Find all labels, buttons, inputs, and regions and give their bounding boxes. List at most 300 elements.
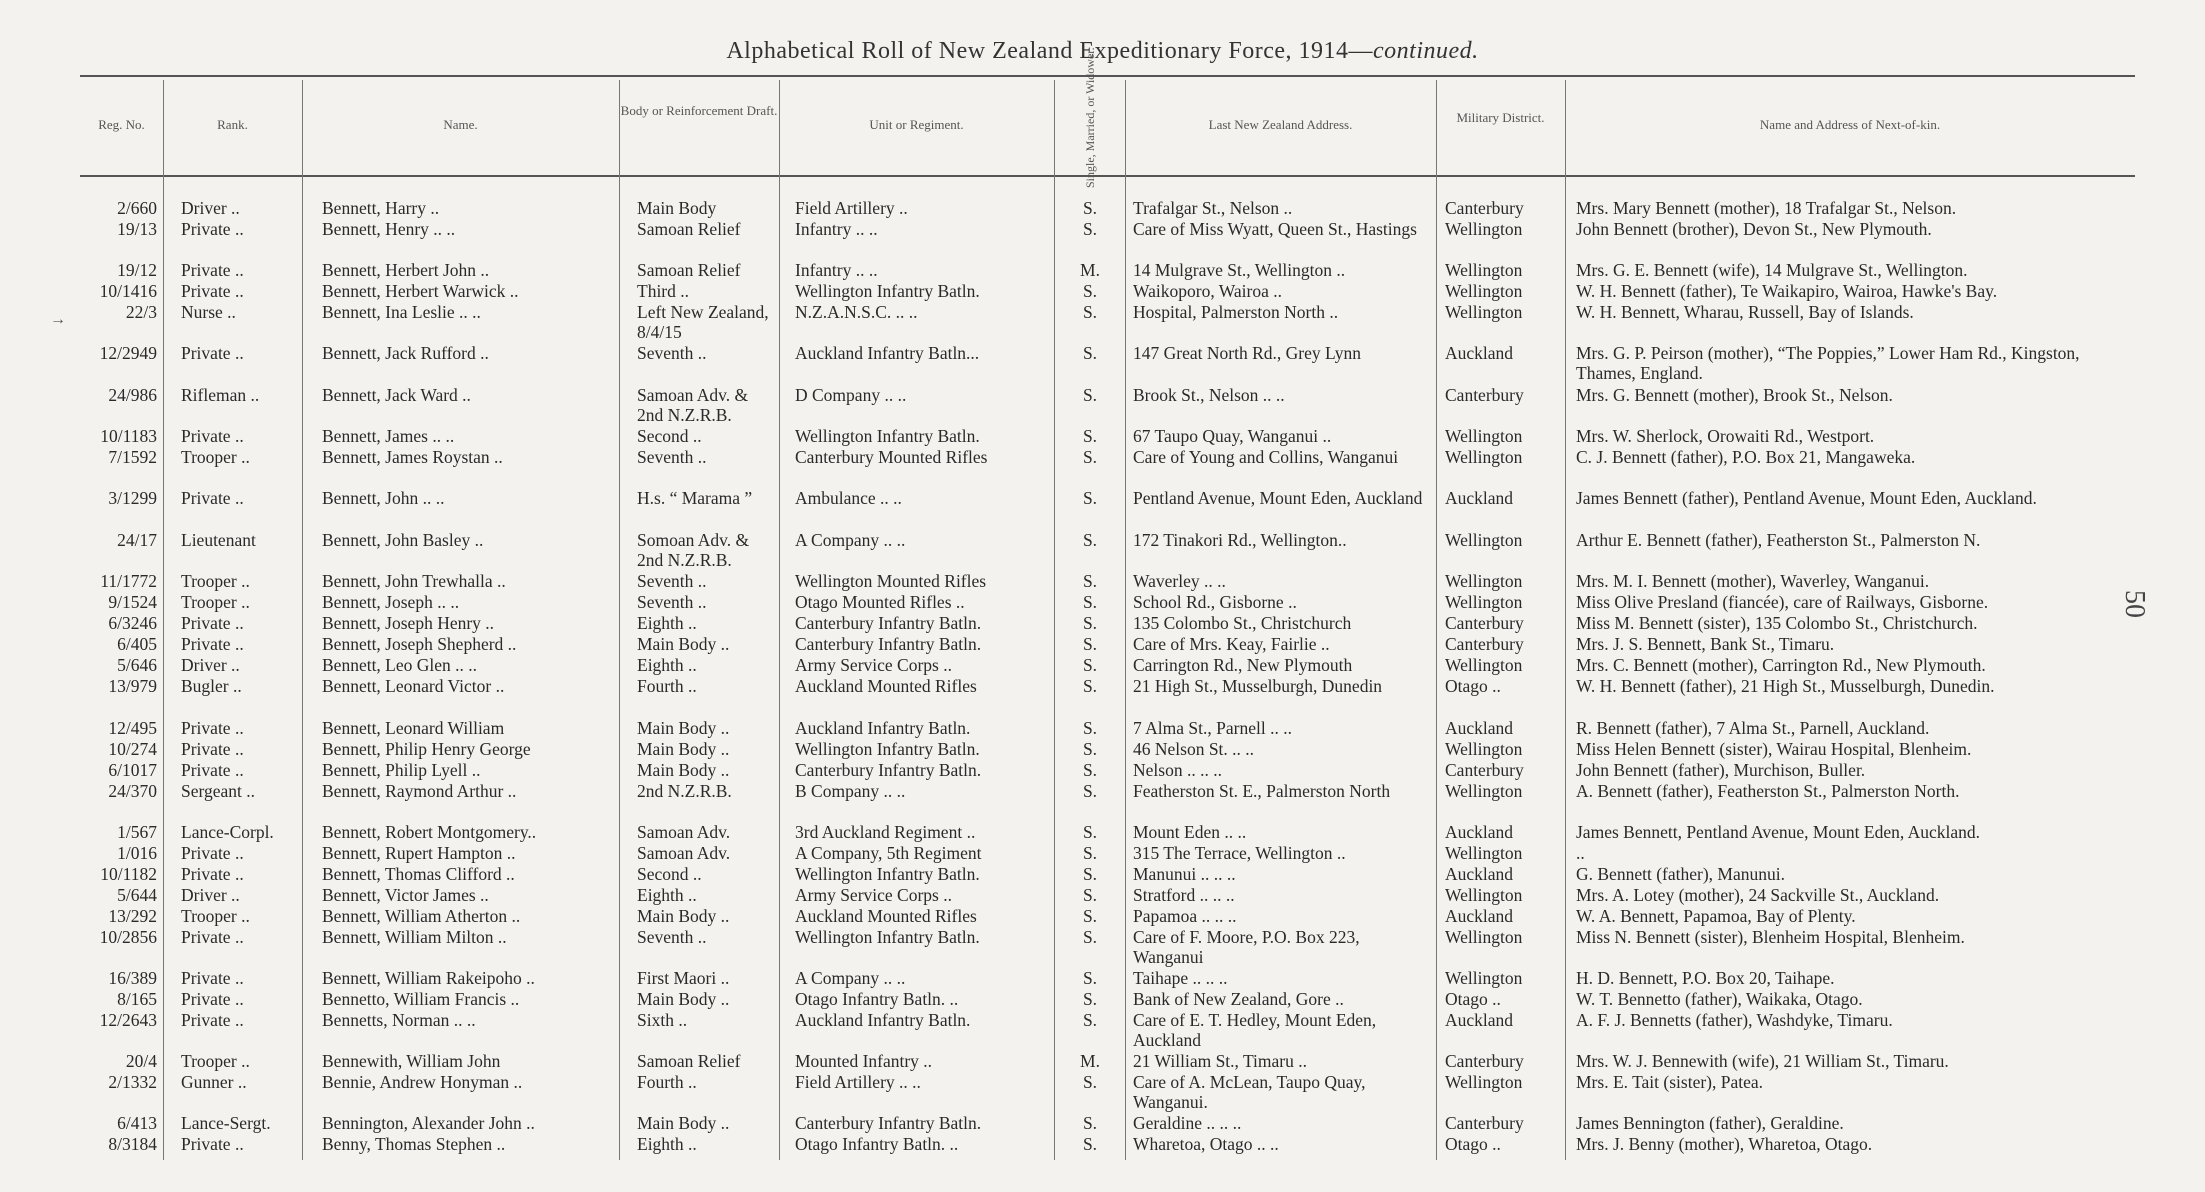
cell-status: S.: [1082, 927, 1098, 947]
cell-rank: Private ..: [181, 1134, 244, 1154]
cell-rank: Private ..: [181, 488, 244, 508]
cell-status: S.: [1082, 989, 1098, 1009]
cell-address: Hospital, Palmerston North ..: [1133, 302, 1339, 322]
cell-kin: James Bennett (father), Pentland Avenue, Mount Eden, Auckland.: [1576, 488, 2037, 508]
cell-name: Bennett, William Milton ..: [322, 927, 507, 947]
cell-draft: Eighth ..: [637, 885, 697, 905]
cell-draft: Somoan Adv. & 2nd N.Z.R.B.: [637, 530, 750, 570]
cell-name: Bennett, Victor James ..: [322, 885, 489, 905]
cell-district: Auckland: [1445, 343, 1514, 363]
cell-status: S.: [1082, 198, 1098, 218]
cell-reg: 19/12: [117, 260, 157, 280]
cell-unit: B Company .. ..: [795, 781, 906, 801]
cell-draft: Third ..: [637, 281, 690, 301]
cell-draft: Seventh ..: [637, 447, 707, 467]
cell-district: Wellington: [1445, 426, 1523, 446]
cell-draft: Seventh ..: [637, 343, 707, 363]
cell-name: Bennett, Philip Henry George: [322, 739, 531, 759]
cell-kin: Miss M. Bennett (sister), 135 Colombo St., Christchurch.: [1576, 613, 1978, 633]
cell-status: S.: [1082, 864, 1098, 884]
cell-unit: Field Artillery .. ..: [795, 1072, 921, 1092]
cell-draft: Left New Zealand, 8/4/15: [637, 302, 769, 342]
cell-district: Wellington: [1445, 655, 1523, 675]
cell-reg: 5/646: [117, 655, 157, 675]
cell-unit: Ambulance .. ..: [795, 488, 902, 508]
cell-unit: Wellington Infantry Batln.: [795, 927, 980, 947]
cell-name: Bennett, Leonard Victor ..: [322, 676, 505, 696]
cell-rank: Private ..: [181, 613, 244, 633]
cell-draft: Eighth ..: [637, 1134, 697, 1154]
cell-reg: 13/979: [108, 676, 157, 696]
cell-kin: James Bennett, Pentland Avenue, Mount Eden, Auckland.: [1576, 822, 1981, 842]
column-divider: [779, 80, 780, 1160]
column-divider: [1054, 80, 1055, 1160]
cell-district: Wellington: [1445, 592, 1523, 612]
cell-district: Otago ..: [1445, 1134, 1501, 1154]
cell-unit: Canterbury Infantry Batln.: [795, 760, 982, 780]
cell-name: Bennett, John Trewhalla ..: [322, 571, 506, 591]
cell-district: Wellington: [1445, 302, 1523, 322]
cell-kin: Mrs. M. I. Bennett (mother), Waverley, Wanganui.: [1576, 571, 1930, 591]
cell-unit: Wellington Infantry Batln.: [795, 864, 980, 884]
cell-address: Care of Miss Wyatt, Queen St., Hastings: [1133, 219, 1417, 239]
cell-unit: Wellington Infantry Batln.: [795, 739, 980, 759]
cell-draft: Main Body ..: [637, 634, 730, 654]
cell-address: Taihape .. .. ..: [1133, 968, 1228, 988]
cell-rank: Gunner ..: [181, 1072, 247, 1092]
header-reg-no: Reg. No.: [98, 117, 145, 132]
cell-kin: Miss Olive Presland (fiancée), care of Railways, Gisborne.: [1576, 592, 1989, 612]
cell-name: Bennett, Robert Montgomery..: [322, 822, 537, 842]
cell-draft: Seventh ..: [637, 592, 707, 612]
cell-unit: Wellington Infantry Batln.: [795, 281, 980, 301]
cell-rank: Private ..: [181, 426, 244, 446]
cell-status: M.: [1080, 1051, 1100, 1071]
column-divider: [1565, 80, 1566, 1160]
cell-reg: 2/660: [117, 198, 157, 218]
cell-name: Bennett, Herbert John ..: [322, 260, 490, 280]
cell-name: Bennett, Harry ..: [322, 198, 440, 218]
cell-draft: Samoan Relief: [637, 260, 741, 280]
cell-status: S.: [1082, 385, 1098, 405]
cell-address: Waikoporo, Wairoa ..: [1133, 281, 1282, 301]
cell-name: Bennett, John .. ..: [322, 488, 445, 508]
cell-reg: 12/495: [108, 718, 157, 738]
cell-kin: Mrs. J. S. Bennett, Bank St., Timaru.: [1576, 634, 1835, 654]
cell-address: 67 Taupo Quay, Wanganui ..: [1133, 426, 1332, 446]
cell-draft: Seventh ..: [637, 571, 707, 591]
cell-unit: A Company .. ..: [795, 968, 906, 988]
cell-rank: Trooper ..: [181, 447, 250, 467]
cell-draft: Main Body ..: [637, 1113, 730, 1133]
cell-rank: Private ..: [181, 843, 244, 863]
cell-address: Mount Eden .. ..: [1133, 822, 1247, 842]
cell-name: Bennett, Leonard William: [322, 718, 505, 738]
cell-status: S.: [1082, 447, 1098, 467]
cell-unit: Auckland Infantry Batln.: [795, 718, 971, 738]
cell-unit: N.Z.A.N.S.C. .. ..: [795, 302, 918, 322]
cell-status: S.: [1082, 1113, 1098, 1133]
margin-arrow: →: [50, 311, 66, 328]
cell-rank: Private ..: [181, 260, 244, 280]
cell-draft: Fourth ..: [637, 1072, 697, 1092]
cell-draft: Second ..: [637, 864, 702, 884]
cell-address: Care of E. T. Hedley, Mount Eden, Auckland: [1133, 1010, 1377, 1050]
cell-draft: Second ..: [637, 426, 702, 446]
cell-name: Bennett, Rupert Hampton ..: [322, 843, 516, 863]
cell-status: S.: [1082, 488, 1098, 508]
cell-name: Bennett, James Roystan ..: [322, 447, 503, 467]
cell-district: Wellington: [1445, 530, 1523, 550]
cell-kin: Miss N. Bennett (sister), Blenheim Hospital, Blenheim.: [1576, 927, 1965, 947]
cell-rank: Private ..: [181, 864, 244, 884]
cell-rank: Trooper ..: [181, 1051, 250, 1071]
cell-name: Bennett, Raymond Arthur ..: [322, 781, 517, 801]
cell-name: Bennetts, Norman .. ..: [322, 1010, 476, 1030]
cell-unit: Canterbury Infantry Batln.: [795, 634, 982, 654]
cell-reg: 12/2643: [99, 1010, 157, 1030]
cell-kin: Mrs. J. Benny (mother), Wharetoa, Otago.: [1576, 1134, 1873, 1154]
cell-kin: W. H. Bennett (father), Te Waikapiro, Wairoa, Hawke's Bay.: [1576, 281, 1998, 301]
cell-district: Wellington: [1445, 219, 1523, 239]
cell-unit: Auckland Mounted Rifles: [795, 676, 977, 696]
cell-unit: Canterbury Infantry Batln.: [795, 1113, 982, 1133]
cell-draft: 2nd N.Z.R.B.: [637, 781, 732, 801]
cell-district: Wellington: [1445, 571, 1523, 591]
cell-name: Bennett, Herbert Warwick ..: [322, 281, 519, 301]
column-divider: [619, 80, 620, 1160]
cell-reg: 6/1017: [108, 760, 157, 780]
cell-rank: Lieutenant: [181, 530, 256, 550]
cell-reg: 8/3184: [108, 1134, 157, 1154]
cell-draft: Main Body ..: [637, 718, 730, 738]
cell-kin: Mrs. A. Lotey (mother), 24 Sackville St., Auckland.: [1576, 885, 1940, 905]
cell-unit: Infantry .. ..: [795, 219, 878, 239]
cell-kin: John Bennett (father), Murchison, Buller.: [1576, 760, 1866, 780]
cell-name: Bennie, Andrew Honyman ..: [322, 1072, 523, 1092]
cell-rank: Sergeant ..: [181, 781, 256, 801]
cell-rank: Private ..: [181, 718, 244, 738]
header-rank: Rank.: [217, 117, 248, 132]
cell-reg: 12/2949: [99, 343, 157, 363]
cell-district: Wellington: [1445, 781, 1523, 801]
cell-unit: Otago Infantry Batln. ..: [795, 1134, 959, 1154]
column-divider: [1125, 80, 1126, 1160]
cell-kin: A. F. J. Bennetts (father), Washdyke, Timaru.: [1576, 1010, 1893, 1030]
cell-name: Bennett, Ina Leslie .. ..: [322, 302, 481, 322]
cell-district: Wellington: [1445, 739, 1523, 759]
cell-reg: 1/567: [117, 822, 157, 842]
cell-address: Waverley .. ..: [1133, 571, 1226, 591]
cell-unit: D Company .. ..: [795, 385, 907, 405]
header-name: Name.: [443, 117, 478, 132]
header-bottom-rule: [80, 175, 2135, 177]
cell-address: Trafalgar St., Nelson ..: [1133, 198, 1293, 218]
cell-district: Canterbury: [1445, 760, 1524, 780]
cell-unit: Auckland Infantry Batln.: [795, 1010, 971, 1030]
cell-reg: 10/1183: [100, 426, 157, 446]
cell-rank: Bugler ..: [181, 676, 242, 696]
cell-address: 21 William St., Timaru ..: [1133, 1051, 1308, 1071]
cell-draft: First Maori ..: [637, 968, 730, 988]
header-status: Single, Married, or Widower.: [1083, 47, 1097, 188]
cell-reg: 20/4: [125, 1051, 157, 1071]
cell-draft: H.s. “ Marama ”: [637, 488, 753, 508]
cell-name: Bennett, Jack Rufford ..: [322, 343, 489, 363]
cell-reg: 24/370: [108, 781, 157, 801]
cell-status: S.: [1082, 1010, 1098, 1030]
cell-district: Otago ..: [1445, 989, 1501, 1009]
cell-status: S.: [1082, 760, 1098, 780]
cell-reg: 2/1332: [108, 1072, 157, 1092]
cell-reg: 1/016: [117, 843, 157, 863]
cell-reg: 13/292: [108, 906, 157, 926]
cell-address: 135 Colombo St., Christchurch: [1133, 613, 1352, 633]
cell-address: 147 Great North Rd., Grey Lynn: [1133, 343, 1361, 363]
cell-draft: Samoan Adv. & 2nd N.Z.R.B.: [637, 385, 749, 425]
cell-reg: 16/389: [108, 968, 157, 988]
cell-address: 14 Mulgrave St., Wellington ..: [1133, 260, 1346, 280]
cell-kin: ..: [1576, 843, 1585, 863]
cell-draft: Main Body ..: [637, 989, 730, 1009]
cell-address: Manunui .. .. ..: [1133, 864, 1236, 884]
cell-district: Canterbury: [1445, 385, 1524, 405]
column-divider: [302, 80, 303, 1160]
cell-rank: Driver ..: [181, 655, 240, 675]
cell-rank: Driver ..: [181, 885, 240, 905]
cell-kin: Arthur E. Bennett (father), Featherston St., Palmerston N.: [1576, 530, 1981, 550]
table-top-rule: [80, 75, 2135, 77]
cell-draft: Eighth ..: [637, 613, 697, 633]
cell-unit: Auckland Infantry Batln...: [795, 343, 980, 363]
cell-status: S.: [1082, 822, 1098, 842]
cell-status: S.: [1082, 1134, 1098, 1154]
cell-district: Wellington: [1445, 968, 1523, 988]
cell-unit: Wellington Infantry Batln.: [795, 426, 980, 446]
cell-kin: Mrs. W. J. Bennewith (wife), 21 William St., Timaru.: [1576, 1051, 1949, 1071]
cell-name: Bennett, Joseph Shepherd ..: [322, 634, 517, 654]
cell-rank: Lance-Sergt.: [181, 1113, 271, 1133]
cell-district: Wellington: [1445, 885, 1523, 905]
cell-status: S.: [1082, 530, 1098, 550]
cell-rank: Trooper ..: [181, 571, 250, 591]
cell-address: 172 Tinakori Rd., Wellington..: [1133, 530, 1347, 550]
cell-name: Bennett, Leo Glen .. ..: [322, 655, 478, 675]
cell-rank: Private ..: [181, 927, 244, 947]
cell-name: Bennett, William Atherton ..: [322, 906, 521, 926]
cell-rank: Driver ..: [181, 198, 240, 218]
cell-rank: Lance-Corpl.: [181, 822, 274, 842]
cell-unit: Infantry .. ..: [795, 260, 878, 280]
cell-draft: Eighth ..: [637, 655, 697, 675]
cell-kin: W. H. Bennett, Wharau, Russell, Bay of Islands.: [1576, 302, 1914, 322]
cell-unit: A Company .. ..: [795, 530, 906, 550]
cell-address: Care of F. Moore, P.O. Box 223, Wanganui: [1133, 927, 1360, 967]
cell-district: Canterbury: [1445, 1051, 1524, 1071]
cell-unit: Army Service Corps ..: [795, 655, 952, 675]
column-divider: [163, 80, 164, 1160]
cell-status: S.: [1082, 718, 1098, 738]
cell-name: Bennett, Joseph Henry ..: [322, 613, 495, 633]
cell-reg: 5/644: [117, 885, 157, 905]
cell-rank: Private ..: [181, 760, 244, 780]
cell-status: S.: [1082, 571, 1098, 591]
cell-unit: Canterbury Mounted Rifles: [795, 447, 988, 467]
cell-draft: Seventh ..: [637, 927, 707, 947]
cell-draft: Samoan Adv.: [637, 822, 731, 842]
cell-draft: Main Body ..: [637, 739, 730, 759]
cell-kin: John Bennett (brother), Devon St., New Plymouth.: [1576, 219, 1932, 239]
cell-status: S.: [1082, 592, 1098, 612]
header-unit: Unit or Regiment.: [869, 117, 964, 132]
cell-draft: Main Body ..: [637, 906, 730, 926]
cell-status: S.: [1082, 1072, 1098, 1092]
cell-district: Canterbury: [1445, 1113, 1524, 1133]
cell-reg: 7/1592: [108, 447, 157, 467]
cell-reg: 8/165: [117, 989, 157, 1009]
cell-unit: Canterbury Infantry Batln.: [795, 613, 982, 633]
cell-name: Bennetto, William Francis ..: [322, 989, 520, 1009]
cell-address: Care of A. McLean, Taupo Quay, Wanganui.: [1133, 1072, 1366, 1112]
cell-district: Auckland: [1445, 906, 1514, 926]
title-continued: continued.: [1373, 38, 1479, 64]
cell-address: Papamoa .. .. ..: [1133, 906, 1237, 926]
cell-rank: Private ..: [181, 968, 244, 988]
cell-kin: A. Bennett (father), Featherston St., Palmerston North.: [1576, 781, 1960, 801]
cell-reg: 3/1299: [108, 488, 157, 508]
cell-rank: Private ..: [181, 219, 244, 239]
cell-name: Bennett, Jack Ward ..: [322, 385, 471, 405]
cell-status: S.: [1082, 613, 1098, 633]
header-next-of-kin: Name and Address of Next-of-kin.: [1759, 117, 1941, 132]
cell-draft: Samoan Relief: [637, 1051, 741, 1071]
cell-status: S.: [1082, 676, 1098, 696]
cell-address: Geraldine .. .. ..: [1133, 1113, 1242, 1133]
cell-kin: Mrs. G. E. Bennett (wife), 14 Mulgrave St., Wellington.: [1576, 260, 1968, 280]
cell-kin: Mrs. G. Bennett (mother), Brook St., Nelson.: [1576, 385, 1893, 405]
cell-district: Wellington: [1445, 281, 1523, 301]
cell-reg: 10/2856: [99, 927, 157, 947]
cell-reg: 19/13: [117, 219, 157, 239]
cell-unit: Field Artillery ..: [795, 198, 908, 218]
cell-district: Auckland: [1445, 718, 1514, 738]
cell-name: Bennett, Henry .. ..: [322, 219, 456, 239]
cell-status: S.: [1082, 739, 1098, 759]
cell-reg: 22/3: [125, 302, 157, 322]
cell-draft: Samoan Adv.: [637, 843, 731, 863]
cell-kin: W. H. Bennett (father), 21 High St., Musselburgh, Dunedin.: [1576, 676, 1995, 696]
cell-status: S.: [1082, 302, 1098, 322]
cell-unit: Otago Infantry Batln. ..: [795, 989, 959, 1009]
page-number: 50: [2119, 590, 2150, 618]
cell-unit: A Company, 5th Regiment: [795, 843, 982, 863]
cell-draft: Samoan Relief: [637, 219, 741, 239]
cell-reg: 24/986: [108, 385, 157, 405]
cell-address: Care of Young and Collins, Wanganui: [1133, 447, 1399, 467]
cell-rank: Private ..: [181, 281, 244, 301]
cell-address: Brook St., Nelson .. ..: [1133, 385, 1285, 405]
cell-district: Wellington: [1445, 843, 1523, 863]
cell-address: Nelson .. .. ..: [1133, 760, 1222, 780]
cell-kin: Mrs. Mary Bennett (mother), 18 Trafalgar St., Nelson.: [1576, 198, 1957, 218]
cell-rank: Trooper ..: [181, 906, 250, 926]
cell-reg: 10/1182: [100, 864, 157, 884]
cell-address: Bank of New Zealand, Gore ..: [1133, 989, 1344, 1009]
cell-rank: Trooper ..: [181, 592, 250, 612]
cell-district: Canterbury: [1445, 198, 1524, 218]
cell-draft: Main Body ..: [637, 760, 730, 780]
cell-status: S.: [1082, 968, 1098, 988]
cell-name: Bennett, Thomas Clifford ..: [322, 864, 515, 884]
cell-kin: R. Bennett (father), 7 Alma St., Parnell, Auckland.: [1576, 718, 1930, 738]
cell-name: Bennett, Philip Lyell ..: [322, 760, 481, 780]
cell-kin: W. A. Bennett, Papamoa, Bay of Plenty.: [1576, 906, 1856, 926]
page-title: [0, 38, 2205, 65]
cell-unit: Auckland Mounted Rifles: [795, 906, 977, 926]
cell-reg: 10/274: [108, 739, 157, 759]
cell-status: S.: [1082, 781, 1098, 801]
cell-status: S.: [1082, 219, 1098, 239]
cell-name: Benny, Thomas Stephen ..: [322, 1134, 506, 1154]
cell-address: 21 High St., Musselburgh, Dunedin: [1133, 676, 1383, 696]
cell-district: Wellington: [1445, 447, 1523, 467]
cell-reg: 10/1416: [99, 281, 157, 301]
cell-kin: G. Bennett (father), Manunui.: [1576, 864, 1785, 884]
cell-address: 7 Alma St., Parnell .. ..: [1133, 718, 1292, 738]
cell-name: Bennington, Alexander John ..: [322, 1113, 535, 1133]
cell-address: Stratford .. .. ..: [1133, 885, 1235, 905]
cell-status: S.: [1082, 634, 1098, 654]
cell-unit: Otago Mounted Rifles ..: [795, 592, 965, 612]
cell-district: Auckland: [1445, 822, 1514, 842]
cell-district: Auckland: [1445, 864, 1514, 884]
cell-kin: W. T. Bennetto (father), Waikaka, Otago.: [1576, 989, 1863, 1009]
cell-kin: Mrs. G. P. Peirson (mother), “The Poppies,” Lower Ham Rd., Kingston, Thames, England.: [1576, 343, 2080, 383]
cell-rank: Private ..: [181, 1010, 244, 1030]
cell-rank: Private ..: [181, 989, 244, 1009]
cell-district: Wellington: [1445, 1072, 1523, 1092]
cell-district: Wellington: [1445, 260, 1523, 280]
cell-district: Wellington: [1445, 927, 1523, 947]
cell-kin: Miss Helen Bennett (sister), Wairau Hospital, Blenheim.: [1576, 739, 1972, 759]
header-draft: Body or Reinforcement Draft.: [620, 103, 778, 118]
cell-status: S.: [1082, 906, 1098, 926]
cell-status: S.: [1082, 426, 1098, 446]
cell-unit: 3rd Auckland Regiment ..: [795, 822, 976, 842]
cell-draft: Main Body: [637, 198, 717, 218]
cell-address: Carrington Rd., New Plymouth: [1133, 655, 1353, 675]
cell-name: Bennett, William Rakeipoho ..: [322, 968, 535, 988]
cell-rank: Private ..: [181, 739, 244, 759]
cell-kin: H. D. Bennett, P.O. Box 20, Taihape.: [1576, 968, 1835, 988]
cell-kin: C. J. Bennett (father), P.O. Box 21, Mangaweka.: [1576, 447, 1916, 467]
cell-rank: Private ..: [181, 634, 244, 654]
cell-name: Bennett, James .. ..: [322, 426, 455, 446]
cell-unit: Wellington Mounted Rifles: [795, 571, 987, 591]
cell-address: Care of Mrs. Keay, Fairlie ..: [1133, 634, 1330, 654]
cell-name: Bennett, Joseph .. ..: [322, 592, 460, 612]
cell-reg: 6/405: [117, 634, 157, 654]
cell-reg: 9/1524: [108, 592, 157, 612]
cell-kin: James Bennington (father), Geraldine.: [1576, 1113, 1844, 1133]
cell-rank: Nurse ..: [181, 302, 236, 322]
cell-status: S.: [1082, 843, 1098, 863]
cell-district: Auckland: [1445, 488, 1514, 508]
cell-district: Otago ..: [1445, 676, 1501, 696]
cell-draft: Fourth ..: [637, 676, 697, 696]
cell-address: 315 The Terrace, Wellington ..: [1133, 843, 1346, 863]
cell-unit: Mounted Infantry ..: [795, 1051, 933, 1071]
